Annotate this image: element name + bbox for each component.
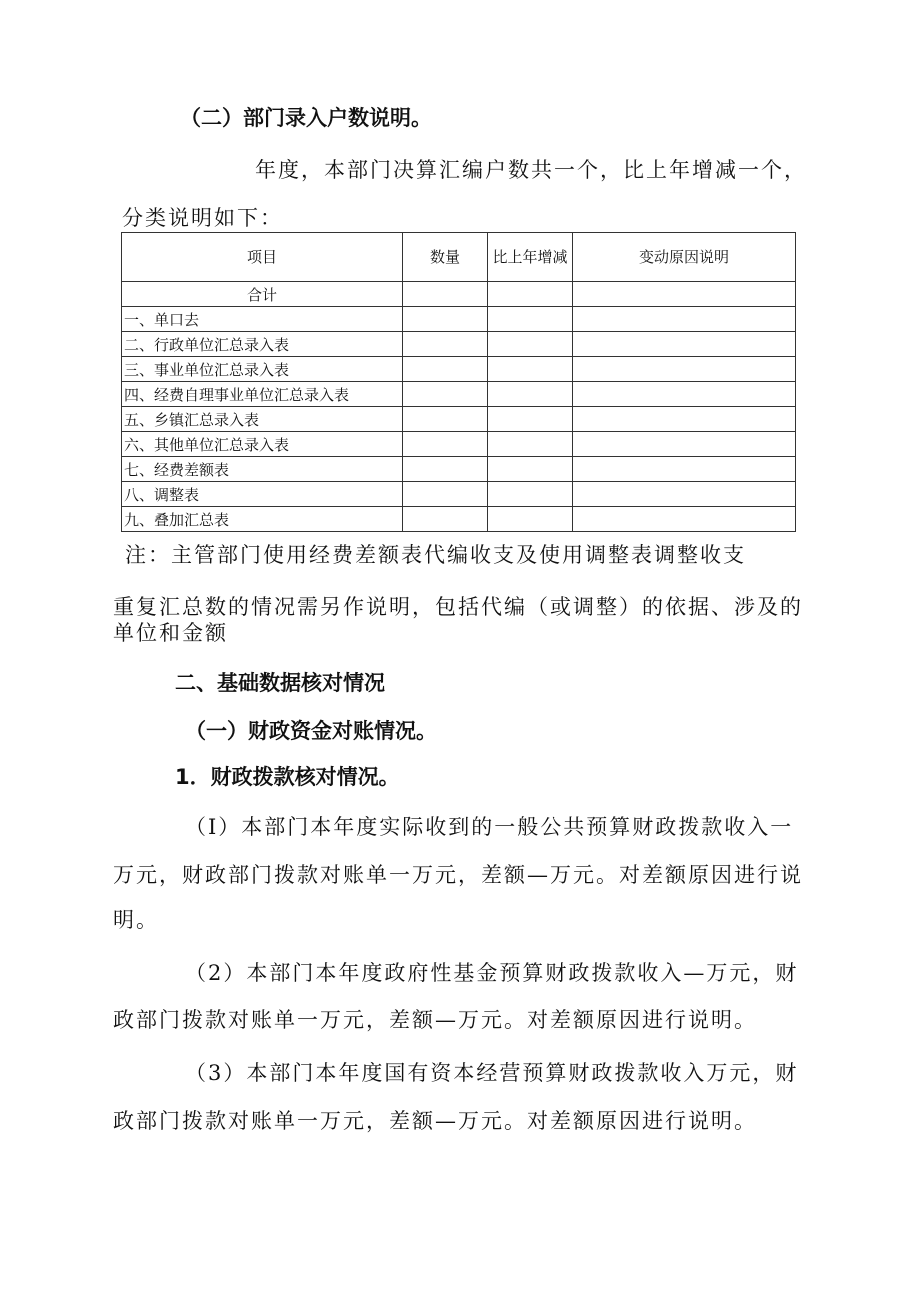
cell-change — [488, 482, 573, 507]
cell-item: 六、其他单位汇总录入表 — [122, 432, 403, 457]
cell-reason — [573, 507, 796, 532]
header-qty: 数量 — [403, 233, 488, 282]
cell-reason — [573, 457, 796, 482]
cell-change — [488, 382, 573, 407]
table-row — [122, 332, 796, 357]
paragraph-2: 政部门拨款对账单一万元，差额—万元。对差额原因进行说明。 — [113, 1008, 757, 1032]
cell-reason — [573, 482, 796, 507]
table-row — [122, 507, 796, 532]
header-item: 项目 — [122, 233, 403, 282]
cell-item: 八、调整表 — [122, 482, 403, 507]
cell-change — [488, 432, 573, 457]
cell-item: 合计 — [122, 282, 403, 307]
table-row — [122, 457, 796, 482]
cell-reason — [573, 407, 796, 432]
cell-reason — [573, 307, 796, 332]
heading-basic-data: 二、基础数据核对情况 — [175, 671, 385, 695]
header-change: 比上年增减 — [488, 233, 573, 282]
cell-change — [488, 507, 573, 532]
heading-fiscal-reconciliation: （一）财政资金对账情况。 — [185, 719, 437, 743]
cell-reason — [573, 382, 796, 407]
intro-line: 分类说明如下： — [122, 206, 283, 230]
cell-item: 三、事业单位汇总录入表 — [122, 357, 403, 382]
cell-change — [488, 307, 573, 332]
cell-qty — [403, 282, 488, 307]
table-header-row — [122, 233, 796, 282]
note-line: 单位和金额 — [113, 621, 228, 645]
cell-item: 五、乡镇汇总录入表 — [122, 407, 403, 432]
cell-item: 九、叠加汇总表 — [122, 507, 403, 532]
section-heading: （二）部门录入户数说明。 — [180, 106, 432, 130]
cell-qty — [403, 357, 488, 382]
cell-qty — [403, 432, 488, 457]
table-row — [122, 382, 796, 407]
cell-item: 一、单口去 — [122, 307, 403, 332]
cell-item: 七、经费差额表 — [122, 457, 403, 482]
note-line: 注：主管部门使用经费差额表代编收支及使用调整表调整收支 — [125, 543, 746, 567]
cell-item: 四、经费自理事业单位汇总录入表 — [122, 382, 403, 407]
paragraph-3: 政部门拨款对账单一万元，差额—万元。对差额原因进行说明。 — [113, 1109, 757, 1133]
cell-qty — [403, 457, 488, 482]
table-row — [122, 282, 796, 307]
heading-appropriation-check: 1．财政拨款核对情况。 — [175, 765, 400, 789]
cell-qty — [403, 332, 488, 357]
cell-item: 二、行政单位汇总录入表 — [122, 332, 403, 357]
table-row — [122, 307, 796, 332]
cell-reason — [573, 282, 796, 307]
cell-qty — [403, 507, 488, 532]
paragraph-1: 明。 — [113, 908, 159, 932]
table-row — [122, 357, 796, 382]
cell-change — [488, 332, 573, 357]
cell-reason — [573, 357, 796, 382]
intro-line: 年度，本部门决算汇编户数共一个，比上年增减一个， — [255, 158, 807, 182]
cell-qty — [403, 482, 488, 507]
cell-change — [488, 457, 573, 482]
paragraph-1: （I）本部门本年度实际收到的一般公共预算财政拨款收入一 — [185, 815, 794, 839]
paragraph-2: （2）本部门本年度政府性基金预算财政拨款收入—万元，财 — [185, 961, 799, 985]
cell-change — [488, 357, 573, 382]
table-row — [122, 432, 796, 457]
note-line: 重复汇总数的情况需另作说明，包括代编（或调整）的依据、涉及的 — [113, 595, 803, 619]
table-row — [122, 482, 796, 507]
cell-change — [488, 407, 573, 432]
cell-qty — [403, 307, 488, 332]
cell-change — [488, 282, 573, 307]
table-row — [122, 407, 796, 432]
cell-qty — [403, 407, 488, 432]
cell-reason — [573, 432, 796, 457]
header-reason: 变动原因说明 — [573, 233, 796, 282]
cell-reason — [573, 332, 796, 357]
household-count-table — [121, 232, 796, 532]
cell-qty — [403, 382, 488, 407]
paragraph-3: （3）本部门本年度国有资本经营预算财政拨款收入万元，财 — [185, 1061, 799, 1085]
paragraph-1: 万元，财政部门拨款对账单一万元，差额—万元。对差额原因进行说 — [113, 863, 803, 887]
